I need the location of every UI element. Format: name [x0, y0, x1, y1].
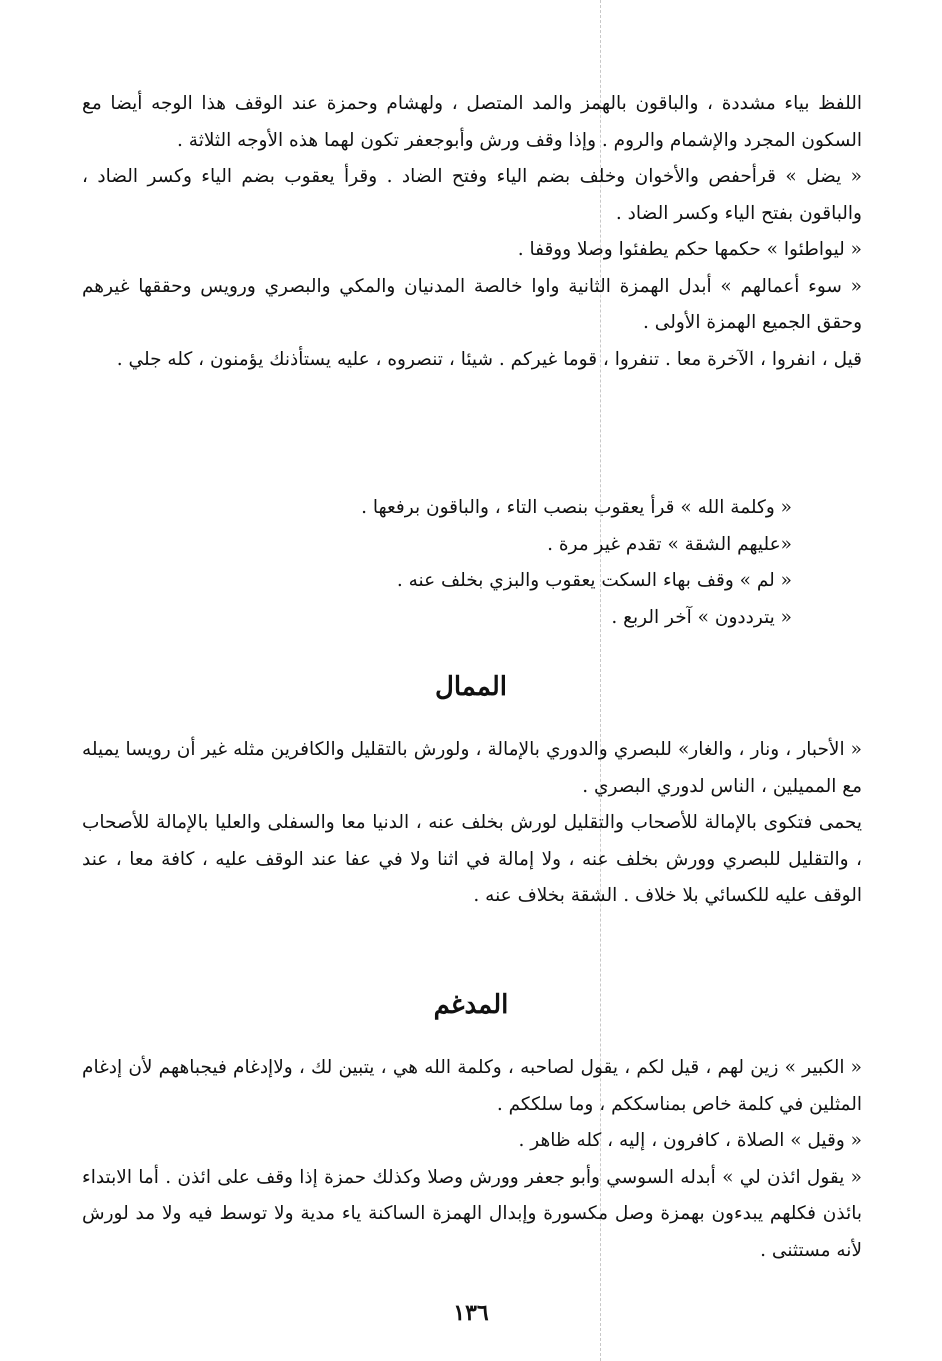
section-heading-mudgham: المدغم — [433, 990, 509, 1020]
paragraph-group-mumal — [82, 732, 862, 915]
paragraph: « ليواطئوا » حكمها حكم يطفئوا وصلا ووقفا . — [517, 239, 862, 260]
paragraph: « لم » وقف بهاء السكت يعقوب والبزي بخلف عنه . — [396, 570, 792, 591]
paragraph: « الكبير » زين لهم ، قيل لكم ، يقول لصاحبه ، وكلمة الله هي ، يتبين لك ، ولاإدغام فيجباههم لأن إدغام المثلين في كلمة خاص بمناسككم ، وما سلككم . — [82, 1057, 862, 1115]
paragraph: قيل ، انفروا ، الآخرة معا . تنفروا ، قوما غيركم . شيئا ، تنصروه ، عليه يستأذنك يؤمنون ، كله جلي . — [116, 348, 862, 370]
paragraph: يحمى فتكوى بالإمالة للأصحاب والتقليل لورش بخلف عنه ، الدنيا معا والسفلى والعليا بالإمالة للأصحاب ، والتقليل للبصري وورش بخلف عنه ، ولا إمالة في اثنا ولا في عفا عند الوقف عليه ، كافة معا ، عند الوقف عليه للكسائي بلا خلاف . الشقة بخلاف عنه . — [82, 812, 862, 906]
paragraph: « يضل » قرأحفص والأخوان وخلف بضم الياء وفتح الضاد . وقرأ يعقوب بضم الياء وكسر الضاد ، والباقون بفتح الياء وكسر الضاد . — [82, 166, 862, 224]
paragraph: « وقيل » الصلاة ، كافرون ، إليه ، كله ظاهر . — [518, 1130, 862, 1151]
paragraph-group-mudgham — [82, 1050, 862, 1269]
paragraph: « يترددون » آخر الربع . — [611, 606, 792, 628]
paragraph-group-notes — [152, 490, 792, 636]
paragraph-group-intro — [82, 86, 862, 378]
paragraph: « وكلمة الله » قرأ يعقوب بنصب التاء ، والباقون برفعها . — [361, 497, 792, 518]
section-heading-mumal: الممال — [434, 672, 508, 702]
paragraph: « الأحبار ، ونار ، والغار» للبصري والدوري بالإمالة ، ولورش بالتقليل والكافرين مثله غير أن رويسا يميله مع المميلين ، الناس لدوري البصري . — [82, 739, 862, 797]
paragraph: «عليهم الشقة » تقدم غير مرة . — [547, 533, 792, 555]
page-number: ١٣٦ — [453, 1300, 489, 1326]
paragraph: « سوء أعمالهم » أبدل الهمزة الثانية واوا خالصة المدنيان والمكي والبصري ورويس وحققها غيرهم وحقق الجميع الهمزة الأولى . — [82, 275, 862, 333]
paragraph: اللفظ بياء مشددة ، والباقون بالهمز والمد المتصل ، ولهشام وحمزة عند الوقف هذا الوجه أيضا مع السكون المجرد والإشمام والروم . وإذا وقف ورش وأبوجعفر تكون لهما هذه الأوجه الثلاثة . — [82, 93, 862, 151]
paragraph: « يقول ائذن لي » أبدله السوسي وأبو جعفر وورش وصلا وكذلك حمزة إذا وقف على ائذن . أما الابتداء بائذن فكلهم يبدءون بهمزة وصل مكسورة وإبدال الهمزة الساكنة ياء مدية ولا توسط فيه ولا مد لورش لأنه مستثنى . — [82, 1166, 862, 1261]
